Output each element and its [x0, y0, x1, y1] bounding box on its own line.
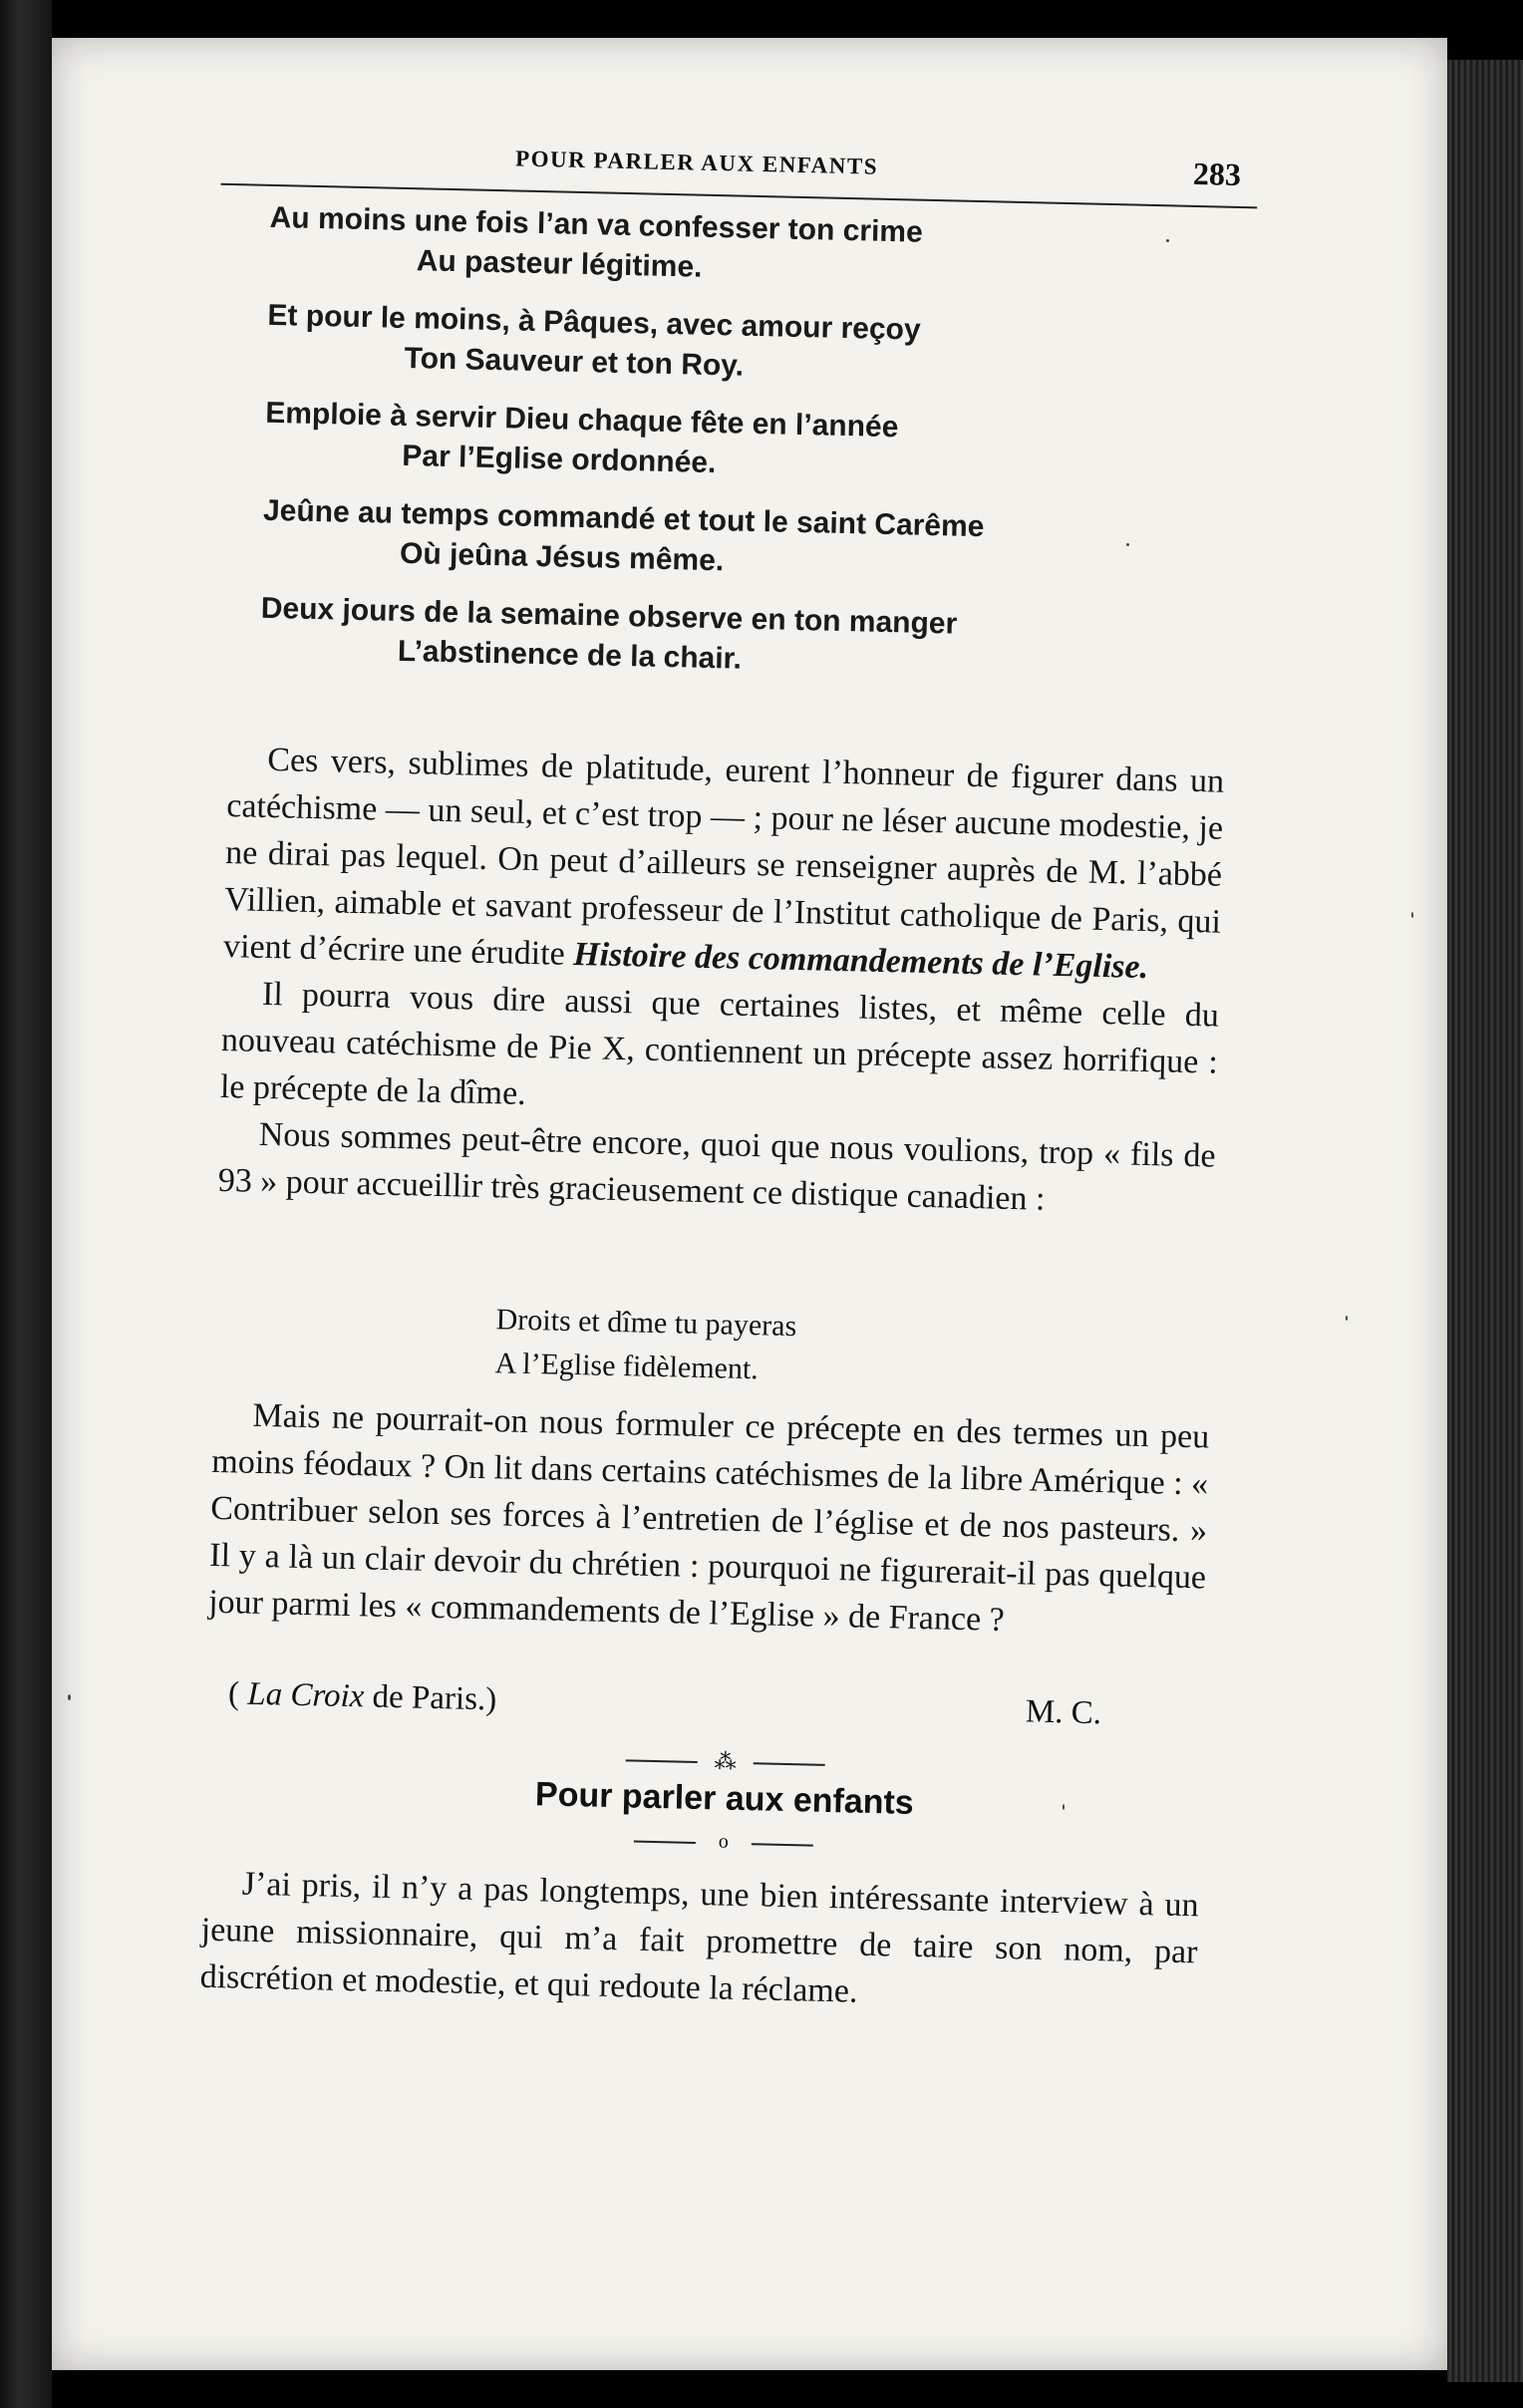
- verse-line: Jeûne au temps commandé et tout le saint Carême: [262, 493, 985, 544]
- distich-line: A l’Eglise fidèlement.: [494, 1347, 760, 1386]
- speck: [1346, 1316, 1348, 1321]
- paragraph-text: Ces vers, sublimes de platitude, eurent l’honneur de figurer dans un catéchisme — un seul, et c’est trop — ; pour ne léser aucune modestie, je ne dirai pas lequel. On peut d’ailleurs se renseigner auprès de M. l’abbé Villien, aimable et savant professeur de l’Institut catholique de Paris, qui vient d’écrire une érudite: [222, 741, 1225, 973]
- page-number: 283: [1192, 154, 1242, 192]
- running-title: POUR PARLER AUX ENFANTS: [514, 146, 879, 179]
- speck: [1411, 912, 1413, 918]
- speck: [68, 1694, 71, 1700]
- verse-line: Par l’Eglise ordonnée.: [401, 439, 717, 480]
- verse-line: Ton Sauveur et ton Roy.: [404, 341, 745, 383]
- paragraph-block-2: [208, 1391, 1210, 1649]
- signature: M. C.: [1025, 1693, 1102, 1732]
- speck: [1126, 543, 1129, 546]
- book-title: Histoire des commandements de l’Eglise.: [572, 935, 1149, 987]
- speck: [1063, 1804, 1065, 1810]
- distich: [494, 1298, 797, 1392]
- paragraph-block-3: [199, 1860, 1199, 2023]
- source-citation: [228, 1675, 497, 1718]
- page-content: [24, 22, 1472, 2385]
- running-head: [221, 130, 1259, 203]
- verse-line: Emploie à servir Dieu chaque fête en l’année: [264, 396, 899, 445]
- verse-line: Et pour le moins, à Pâques, avec amour reçoy: [267, 298, 921, 347]
- paragraph: J’ai pris, il n’y a pas longtemps, une bien intéressante interview à un jeune missionnaire, qui m’a fait promettre de taire son nom, par discrétion et modestie, et qui redoute la réclame.: [199, 1865, 1199, 2010]
- verse-block: [258, 198, 1167, 737]
- speck: [1166, 239, 1169, 242]
- source-paren: (: [227, 1675, 248, 1712]
- verse-line: L’abstinence de la chair.: [397, 634, 743, 676]
- source-journal: La Croix: [246, 1675, 365, 1715]
- verse-line: Au moins une fois l’an va confesser ton crime: [269, 200, 924, 249]
- verse-line: Au pasteur légitime.: [416, 244, 703, 284]
- paragraph-block-1: [217, 736, 1224, 1227]
- verse-line: Où jeûna Jésus même.: [399, 536, 725, 578]
- section-ornament: ⁂: [626, 1749, 825, 1774]
- book-page: [52, 38, 1447, 2370]
- distich-line: Droits et dîme tu payeras: [495, 1303, 797, 1344]
- section-title: Pour parler aux enfants: [534, 1775, 915, 1822]
- paragraph: Nous sommes peut-être encore, quoi que nous voulions, trop « fils de 93 » pour accueillir très gracieusement ce distique canadien :: [217, 1115, 1217, 1218]
- source-rest: de Paris.): [363, 1678, 497, 1718]
- paragraph: [223, 736, 1225, 993]
- small-ornament: o: [634, 1830, 813, 1854]
- paragraph: Mais ne pourrait-on nous formuler ce précepte en des termes un peu moins féodaux ? On lit dans certains catéchismes de la libre Amérique : « Contribuer selon ses forces à l’entretien de l’église et de nos pasteurs. » Il y a là un clair devoir du chrétien : pourquoi ne figurerait-il pas quelque jour parmi les « commandements de l’Eglise » de France ?: [207, 1396, 1210, 1639]
- verse-line: Deux jours de la semaine observe en ton manger: [260, 591, 958, 641]
- paragraph: Il pourra vous dire aussi que certaines listes, et même celle du nouveau catéchisme de Pie X, contiennent un précepte assez horrifique : le précepte de la dîme.: [219, 975, 1220, 1112]
